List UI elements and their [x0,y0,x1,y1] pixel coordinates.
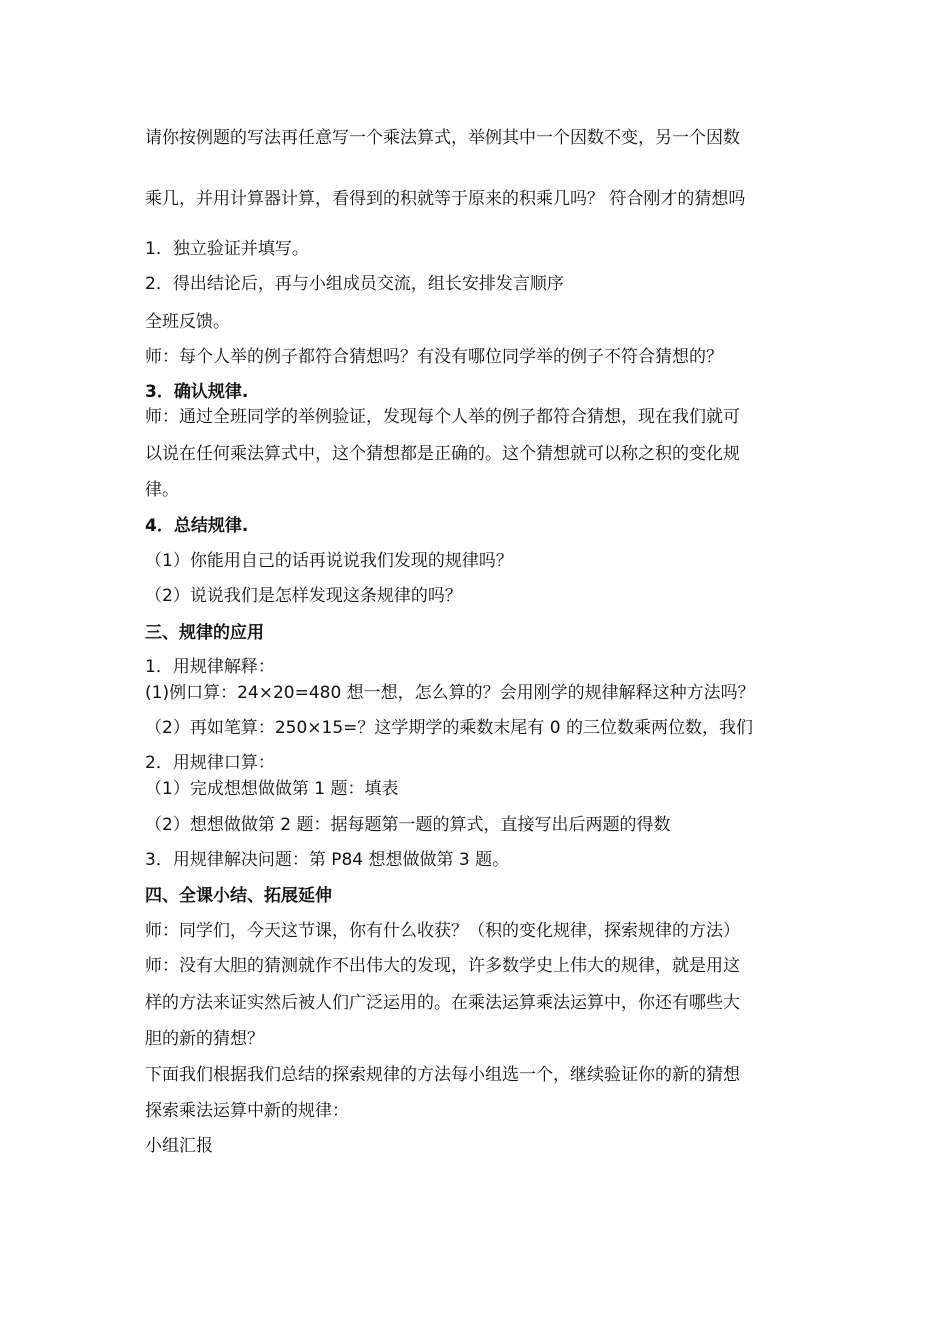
section-heading: 3．确认规律. [145,382,249,402]
list-item: 2．得出结论后，再与小组成员交流，组长安排发言顺序 [145,274,564,294]
paragraph-line: 小组汇报 [145,1136,213,1156]
list-item: （2）再如笔算：250×15=？这学期学的乘数末尾有 0 的三位数乘两位数，我们 [145,718,754,738]
list-item: 3．用规律解决问题：第 P84 想想做做第 3 题。 [145,850,510,870]
paragraph-line: 全班反馈。 [145,312,230,332]
paragraph-line: 样的方法来证实然后被人们广泛运用的。在乘法运算乘法运算中，你还有哪些大 [145,993,740,1013]
paragraph-line: 师：同学们，今天这节课，你有什么收获？（积的变化规律，探索规律的方法） [145,921,740,941]
paragraph-line: 师：没有大胆的猜测就作不出伟大的发现，许多数学史上伟大的规律，就是用这 [145,956,740,976]
paragraph-line: 乘几，并用计算器计算，看得到的积就等于原来的积乘几吗？ 符合刚才的猜想吗 [145,189,746,209]
paragraph-line: 师：通过全班同学的举例验证，发现每个人举的例子都符合猜想，现在我们就可 [145,407,740,427]
list-item: （2）说说我们是怎样发现这条规律的吗？ [145,586,462,606]
list-item: (1)例口算：24×20=480 想一想，怎么算的？会用刚学的规律解释这种方法吗？ [145,683,755,703]
paragraph-line: 探索乘法运算中新的规律： [145,1101,349,1121]
section-heading: 4．总结规律. [145,516,249,536]
paragraph-line: 以说在任何乘法算式中，这个猜想都是正确的。这个猜想就可以称之积的变化规 [145,444,740,464]
paragraph-line: 请你按例题的写法再任意写一个乘法算式，举例其中一个因数不变，另一个因数 [145,128,740,148]
list-item: （1）你能用自己的话再说说我们发现的规律吗？ [145,551,513,571]
list-item: 1．独立验证并填写。 [145,239,309,259]
list-item: 2．用规律口算： [145,753,275,773]
paragraph-line: 胆的新的猜想？ [145,1029,264,1049]
list-item: 1．用规律解释： [145,657,275,677]
paragraph-line: 律。 [145,480,179,500]
section-heading: 三、规律的应用 [145,623,264,643]
list-item: （1）完成想想做做第 1 题：填表 [145,779,399,799]
list-item: （2）想想做做第 2 题：据每题第一题的算式，直接写出后两题的得数 [145,815,671,835]
paragraph-line: 师：每个人举的例子都符合猜想吗？有没有哪位同学举的例子不符合猜想的？ [145,347,723,367]
section-heading: 四、全课小结、拓展延伸 [145,886,332,906]
paragraph-line: 下面我们根据我们总结的探索规律的方法每小组选一个，继续验证你的新的猜想 [145,1065,740,1085]
